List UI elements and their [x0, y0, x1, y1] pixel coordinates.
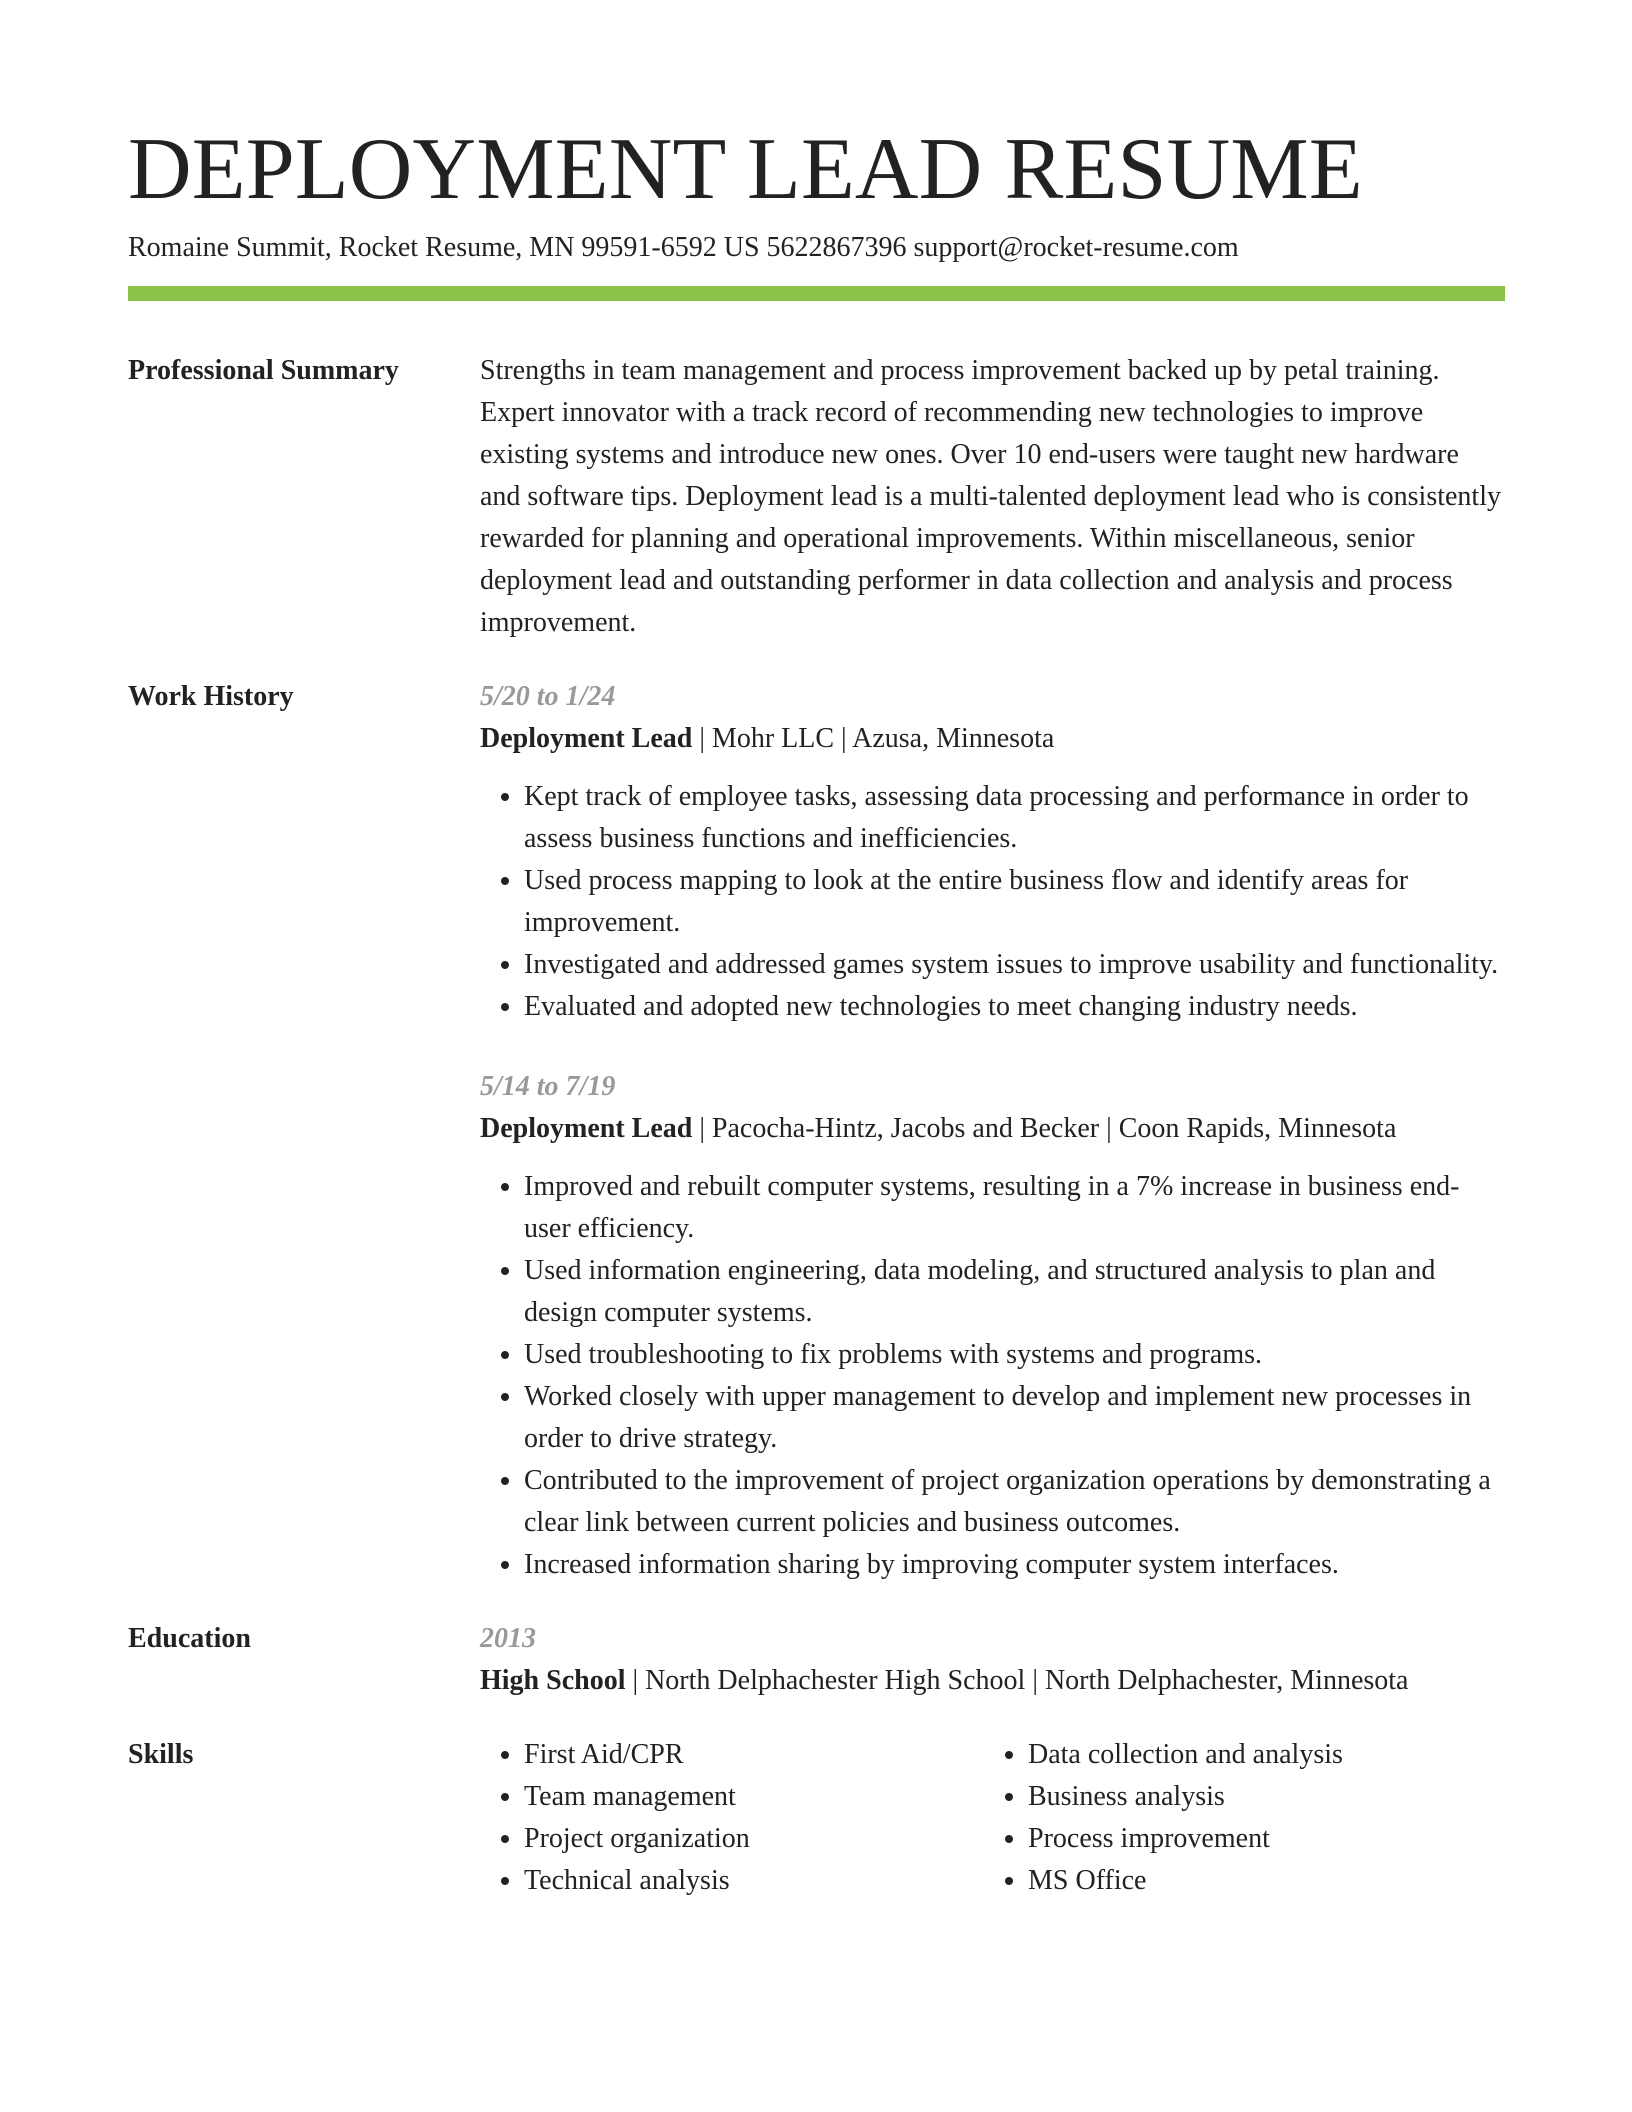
- work-history-section: [128, 676, 1505, 1586]
- job-entry: [480, 1066, 1505, 1586]
- accent-divider: [128, 286, 1505, 301]
- skills-column: [984, 1734, 1498, 1902]
- education-year: 2013: [480, 1623, 536, 1654]
- job-title: Deployment Lead: [480, 1113, 693, 1144]
- section-label-skills: Skills: [128, 1739, 194, 1770]
- section-label-summary: Professional Summary: [128, 355, 399, 386]
- job-entry: [480, 676, 1505, 1028]
- education-heading: [480, 1660, 1505, 1702]
- education-section: [128, 1618, 1505, 1702]
- job-details: | Mohr LLC | Azusa, Minnesota: [692, 723, 1055, 754]
- resume-title: DEPLOYMENT LEAD RESUME: [128, 121, 1363, 218]
- education-degree: High School: [480, 1665, 626, 1696]
- job-heading: [480, 718, 1505, 760]
- job-heading: [480, 1108, 1505, 1150]
- job-bullet: • Kept track of employee tasks, assessing data processing and performance in order to assess business functions and inefficiencies.: [524, 776, 1505, 860]
- skill-item: • Project organization: [524, 1818, 984, 1860]
- skills-section: [128, 1734, 1505, 1902]
- job-bullet: • Worked closely with upper management to develop and implement new processes in order to drive strategy.: [524, 1376, 1505, 1460]
- contact-line: Romaine Summit, Rocket Resume, MN 99591-6592 US 5622867396 support@rocket-resume.com: [128, 232, 1239, 263]
- job-bullets: [480, 1166, 1505, 1586]
- job-title: Deployment Lead: [480, 723, 693, 754]
- job-bullet: • Used process mapping to look at the entire business flow and identify areas for improvement.: [524, 860, 1505, 944]
- job-bullet: • Investigated and addressed games system issues to improve usability and functionality.: [524, 944, 1505, 986]
- job-bullet: • Used information engineering, data modeling, and structured analysis to plan and design computer systems.: [524, 1250, 1505, 1334]
- skills-column: [480, 1734, 984, 1902]
- job-bullets: [480, 776, 1505, 1028]
- job-dates: 5/14 to 7/19: [480, 1071, 616, 1102]
- job-details: | Pacocha-Hintz, Jacobs and Becker | Coon Rapids, Minnesota: [692, 1113, 1397, 1144]
- section-label-education: Education: [128, 1623, 251, 1654]
- job-bullet: • Increased information sharing by improving computer system interfaces.: [524, 1544, 1505, 1586]
- section-label-work: Work History: [128, 681, 294, 712]
- job-bullet: • Evaluated and adopted new technologies to meet changing industry needs.: [524, 986, 1505, 1028]
- skills-list: [480, 1734, 1505, 1902]
- job-bullet: • Contributed to the improvement of project organization operations by demonstrating a clear link between current policies and business outcomes.: [524, 1460, 1505, 1544]
- skill-item: • Process improvement: [1028, 1818, 1498, 1860]
- skill-item: • Team management: [524, 1776, 984, 1818]
- summary-text: Strengths in team management and process improvement backed up by petal training. Expert innovator with a track record of recommending new technologies to improve existing systems and introduce new ones. Over 10 end-users were taught new hardware and software tips. Deployment lead is a multi-talented deployment lead who is consistently rewarded for planning and operational improvements. Within miscellaneous, senior deployment lead and outstanding performer in data collection and analysis and process improvement.: [480, 355, 1501, 638]
- job-bullet: • Used troubleshooting to fix problems with systems and programs.: [524, 1334, 1505, 1376]
- education-details: | North Delphachester High School | North Delphachester, Minnesota: [625, 1665, 1409, 1696]
- job-bullet: • Improved and rebuilt computer systems, resulting in a 7% increase in business end-user efficiency.: [524, 1166, 1505, 1250]
- skill-item: • Technical analysis: [524, 1860, 984, 1902]
- resume-content: [128, 350, 1505, 1902]
- summary-section: [128, 350, 1505, 644]
- job-dates: 5/20 to 1/24: [480, 681, 616, 712]
- skill-item: • Data collection and analysis: [1028, 1734, 1498, 1776]
- skill-item: • MS Office: [1028, 1860, 1498, 1902]
- skill-item: • First Aid/CPR: [524, 1734, 984, 1776]
- skill-item: • Business analysis: [1028, 1776, 1498, 1818]
